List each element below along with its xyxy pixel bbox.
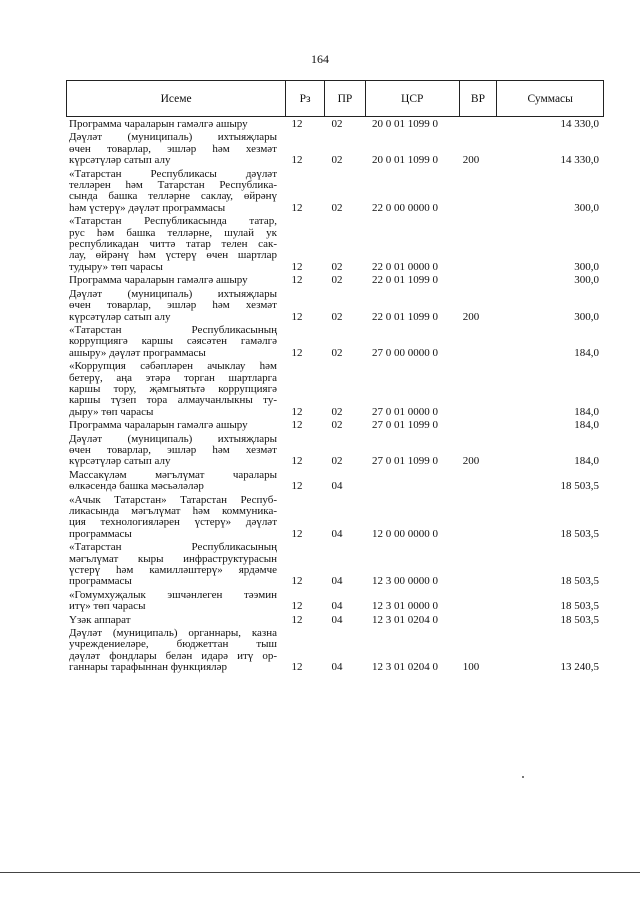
row-name-line: күрсәтүләр сатып алу [69,154,171,167]
row-rz: 12 [291,310,303,323]
header-rz: Рз [286,81,325,116]
row-csr: 20 0 01 1099 0 [372,118,438,130]
row-csr: 27 0 00 0000 0 [372,346,438,359]
row-name [69,289,277,323]
row-pr: 04 [331,575,343,588]
row-pr: 04 [331,527,343,540]
row-rz: 12 [291,600,303,613]
table-row [69,615,599,626]
scan-speck [522,776,524,778]
row-sum: 18 503,5 [560,613,599,626]
row-rz: 12 [291,118,303,130]
row-sum: 18 503,5 [560,575,599,588]
table-row [69,169,599,215]
row-name-line: күрсәтүләр сатып алу [69,455,171,468]
row-rz: 12 [291,260,303,273]
row-name [69,119,277,130]
row-vr: 100 [462,661,480,674]
row-name-line: «Коррупция сәбәпләрен ачыклау һәм [69,360,277,373]
row-pr: 02 [331,405,343,418]
row-rz: 12 [291,527,303,540]
row-pr: 02 [331,346,343,359]
row-sum: 300,0 [574,274,599,287]
row-sum: 184,0 [574,405,599,418]
table-row [69,495,599,541]
row-sum: 300,0 [574,260,599,273]
row-name [69,361,277,418]
row-rz: 12 [291,661,303,674]
row-vr: 200 [462,154,480,167]
row-csr: 27 0 01 1099 0 [372,419,438,432]
table-row [69,361,599,418]
row-csr: 27 0 01 0000 0 [372,405,438,418]
row-name-line: «Ачык Татарстан» Татарстан Респуб- [69,493,277,506]
row-pr: 04 [331,480,343,493]
row-name-line: каршы түзеп тора алмаучанлыкны ту- [69,394,277,407]
row-sum: 300,0 [574,310,599,323]
row-name [69,434,277,468]
row-rz: 12 [291,201,303,214]
row-name-line: Дәүләт (муниципаль) органнары, казна [69,627,277,640]
row-name [69,216,277,273]
row-name-line: ашыру» дәүләт программасы [69,346,206,359]
table-row [69,590,599,613]
row-name [69,470,277,493]
row-pr: 02 [331,455,343,468]
row-sum: 184,0 [574,346,599,359]
row-sum: 14 330,0 [560,118,599,130]
row-name-line: дыру» төп чарасы [69,405,154,418]
table-row [69,216,599,273]
row-csr: 20 0 01 1099 0 [372,154,438,167]
row-name-line: «Татарстан Республикасының [69,541,277,554]
budget-table-body [69,119,599,676]
row-sum: 13 240,5 [560,661,599,674]
row-name-line: Үзәк аппарат [69,613,131,626]
row-csr: 12 3 01 0204 0 [372,613,438,626]
row-name [69,628,277,674]
row-name-line: коррупциягә каршы сәясәтен гамәлгә [69,335,277,348]
row-name [69,590,277,613]
table-row [69,275,599,286]
row-name-line: рус һәм башка телләрне, шулай ук [69,226,277,239]
row-name-line: программасы [69,575,132,588]
row-sum: 18 503,5 [560,600,599,613]
row-pr: 02 [331,154,343,167]
row-rz: 12 [291,419,303,432]
row-csr: 22 0 00 0000 0 [372,201,438,214]
row-csr: 22 0 01 1099 0 [372,310,438,323]
row-csr: 12 0 00 0000 0 [372,527,438,540]
table-row [69,470,599,493]
table-row [69,132,599,166]
row-sum: 184,0 [574,419,599,432]
row-pr: 02 [331,201,343,214]
row-pr: 02 [331,260,343,273]
row-name [69,615,277,626]
row-vr: 200 [462,310,480,323]
row-rz: 12 [291,346,303,359]
table-row [69,434,599,468]
row-name [69,420,277,431]
row-name [69,132,277,166]
row-csr: 12 3 00 0000 0 [372,575,438,588]
row-name-line: Программа чараларын гамәлгә ашыру [69,419,248,432]
row-name-line: өчен товарлар, эшләр һәм хезмәт [69,443,277,456]
row-name-line: өчен товарлар, эшләр һәм хезмәт [69,142,277,155]
row-name-line: үстерү һәм камилләштерү» ярдәмче [69,564,277,577]
row-name-line: лау, өйрәнү һәм үстерү өчен шартлар [69,249,277,262]
row-pr: 04 [331,613,343,626]
table-row [69,289,599,323]
row-csr: 22 0 01 1099 0 [372,274,438,287]
row-name-line: дәүләт фондлары белән идарә итү ор- [69,649,277,662]
row-name-line: ция технологияләрен үстерү» дәүләт [69,516,277,529]
header-name: Исеме [67,81,286,116]
row-rz: 12 [291,480,303,493]
row-name [69,542,277,588]
table-row [69,628,599,674]
row-rz: 12 [291,274,303,287]
row-name-line: республикадан читтә татар телен сак- [69,238,277,251]
row-name-line: бетерү, аңа этәрә торган шартларга [69,371,277,384]
row-rz: 12 [291,154,303,167]
row-rz: 12 [291,455,303,468]
row-name-line: ликасында мәгълүмат һәм коммуника- [69,505,277,517]
row-name-line: Дәүләт (муниципаль) ихтыяҗлары [69,131,277,144]
row-sum: 184,0 [574,455,599,468]
table-row [69,542,599,588]
row-name-line: өчен товарлар, эшләр һәм хезмәт [69,299,277,312]
row-sum: 300,0 [574,201,599,214]
row-name-line: тудыру» төп чарасы [69,260,163,273]
row-name-line: сында башка телләрне саклау, өйрәнү [69,190,277,203]
row-name [69,325,277,359]
row-name-line: «Татарстан Республикасының [69,323,277,336]
row-sum: 18 503,5 [560,527,599,540]
row-name-line: Дәүләт (муниципаль) ихтыяҗлары [69,287,277,300]
row-csr: 22 0 01 0000 0 [372,260,438,273]
page-bottom-border [0,872,640,873]
row-name-line: учреждениеләре, бюджеттан тыш [69,638,277,651]
row-rz: 12 [291,575,303,588]
row-rz: 12 [291,405,303,418]
table-row [69,420,599,431]
row-name-line: Программа чараларын гамәлгә ашыру [69,274,248,287]
row-pr: 02 [331,118,343,130]
row-pr: 02 [331,419,343,432]
row-pr: 04 [331,661,343,674]
table-row [69,119,599,130]
row-name-line: «Татарстан Республикасы дәүләт [69,167,277,180]
row-name [69,169,277,215]
row-pr: 02 [331,274,343,287]
row-name-line: «Татарстан Республикасында татар, [69,215,277,228]
page-number: 164 [311,52,329,66]
row-name-line: телләрен һәм Татарстан Республика- [69,179,277,192]
row-sum: 18 503,5 [560,480,599,493]
row-name-line: Дәүләт (муниципаль) ихтыяҗлары [69,432,277,445]
row-name-line: Массакүләм мәгълүмат чаралары [69,468,277,481]
header-csr: ЦСР [366,81,460,116]
row-name-line: каршы тору, җәмгыятьтә коррупциягә [69,382,277,395]
row-name-line: «Гомумхуҗалык эшчәнлеген тәэмин [69,588,277,601]
header-vr: ВР [460,81,498,116]
header-pr: ПР [325,81,366,116]
row-name-line: программасы [69,527,132,540]
row-csr: 12 3 01 0000 0 [372,600,438,613]
row-name-line: һәм үстерү» дәүләт программасы [69,201,226,214]
row-name-line: Программа чараларын гамәлгә ашыру [69,118,248,130]
header-sum: Суммасы [527,92,573,105]
row-csr: 27 0 01 1099 0 [372,455,438,468]
table-row [69,325,599,359]
row-pr: 04 [331,600,343,613]
row-name [69,495,277,541]
row-name-line: күрсәтүләр сатып алу [69,310,171,323]
row-rz: 12 [291,613,303,626]
table-header [66,80,604,117]
row-name-line: өлкәсендә башка мәсьәләләр [69,480,204,493]
row-name-line: ганнары тарафыннан функцияләр [69,661,227,674]
row-name-line: итү» төп чарасы [69,600,146,613]
row-name [69,275,277,286]
row-pr: 02 [331,310,343,323]
row-csr: 12 3 01 0204 0 [372,661,438,674]
row-name-line: мәгълүмат кыры инфраструктурасын [69,552,277,565]
row-sum: 14 330,0 [560,154,599,167]
row-vr: 200 [462,455,480,468]
